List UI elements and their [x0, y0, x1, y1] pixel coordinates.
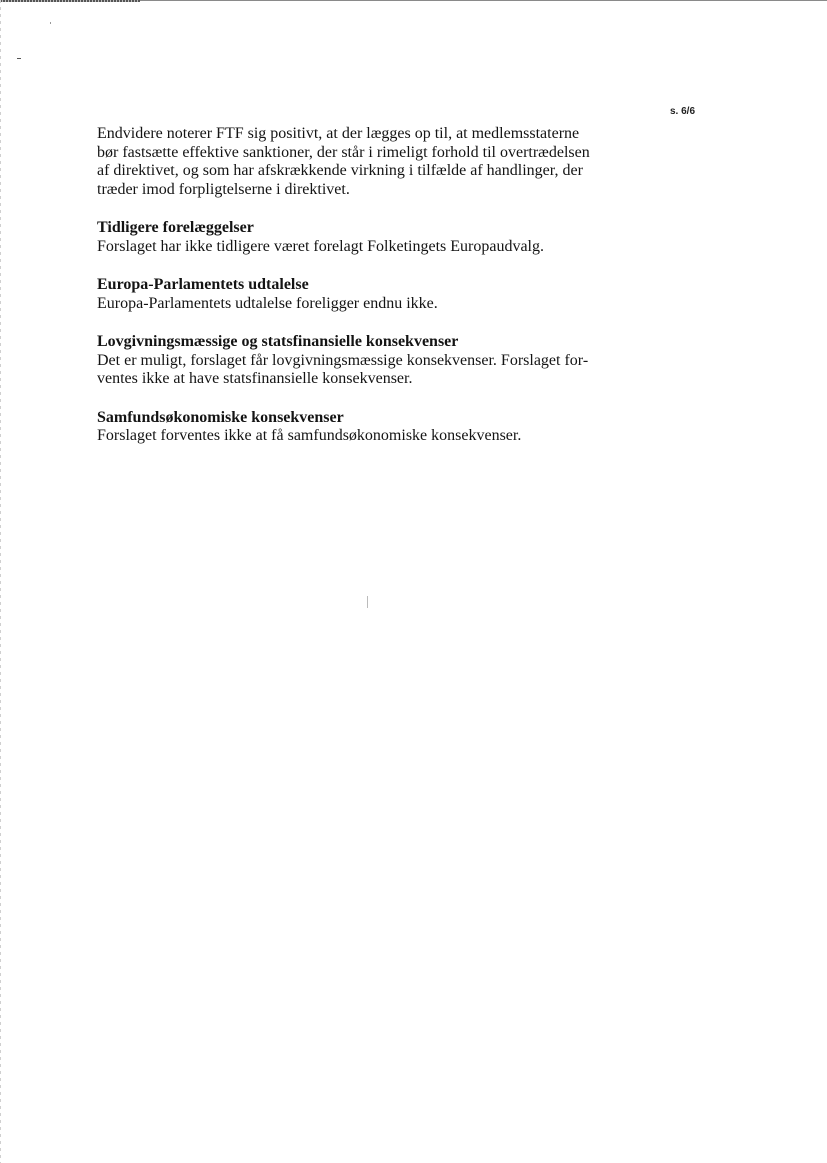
section-paragraph	[97, 352, 617, 389]
section-paragraph	[97, 238, 617, 257]
section-parliament-opinion	[97, 276, 617, 313]
section-paragraph	[97, 427, 617, 446]
section-heading: Tidligere forelæggelser	[97, 219, 254, 236]
page-number: s. 6/6	[670, 106, 696, 117]
scan-speck	[50, 22, 51, 24]
text-line: Forslaget forventes ikke at få samfundsøkonomiske konsekvenser.	[97, 427, 522, 444]
section-paragraph	[97, 295, 617, 314]
section-economic-consequences	[97, 409, 617, 446]
section-heading: Samfundsøkonomiske konsekvenser	[97, 408, 344, 426]
section-heading: Lovgivningsmæssige og statsfinansielle konsekvenser	[97, 333, 459, 350]
text-line: ventes ikke at have statsfinansielle konsekvenser.	[97, 370, 413, 387]
document-body	[97, 125, 617, 446]
section-legislative-consequences	[97, 333, 617, 389]
text-line: Endvidere noterer FTF sig positivt, at der lægges op til, at medlemsstaterne	[97, 125, 580, 142]
intro-paragraph	[97, 125, 617, 199]
scan-top-edge-dark	[0, 0, 140, 2]
scan-speck	[17, 58, 21, 59]
text-line: Forslaget har ikke tidligere været forelagt Folketingets Europaudvalg.	[97, 237, 544, 255]
text-line: bør fastsætte effektive sanktioner, der står i rimeligt forhold til overtrædelsen	[97, 143, 590, 161]
scan-speck	[367, 596, 368, 608]
text-line: af direktivet, og som har afskrækkende virkning i tilfælde af handlinger, der	[97, 162, 583, 179]
section-heading: Europa-Parlamentets udtalelse	[97, 276, 309, 293]
text-line: Det er muligt, forslaget får lovgivningsmæssige konsekvenser. Forslaget for-	[97, 351, 589, 369]
text-line: Europa-Parlamentets udtalelse foreligger endnu ikke.	[97, 294, 438, 312]
scan-left-edge	[0, 0, 1, 1163]
section-previous-submissions	[97, 219, 617, 256]
text-line: træder imod forpligtelserne i direktivet.	[97, 180, 350, 198]
